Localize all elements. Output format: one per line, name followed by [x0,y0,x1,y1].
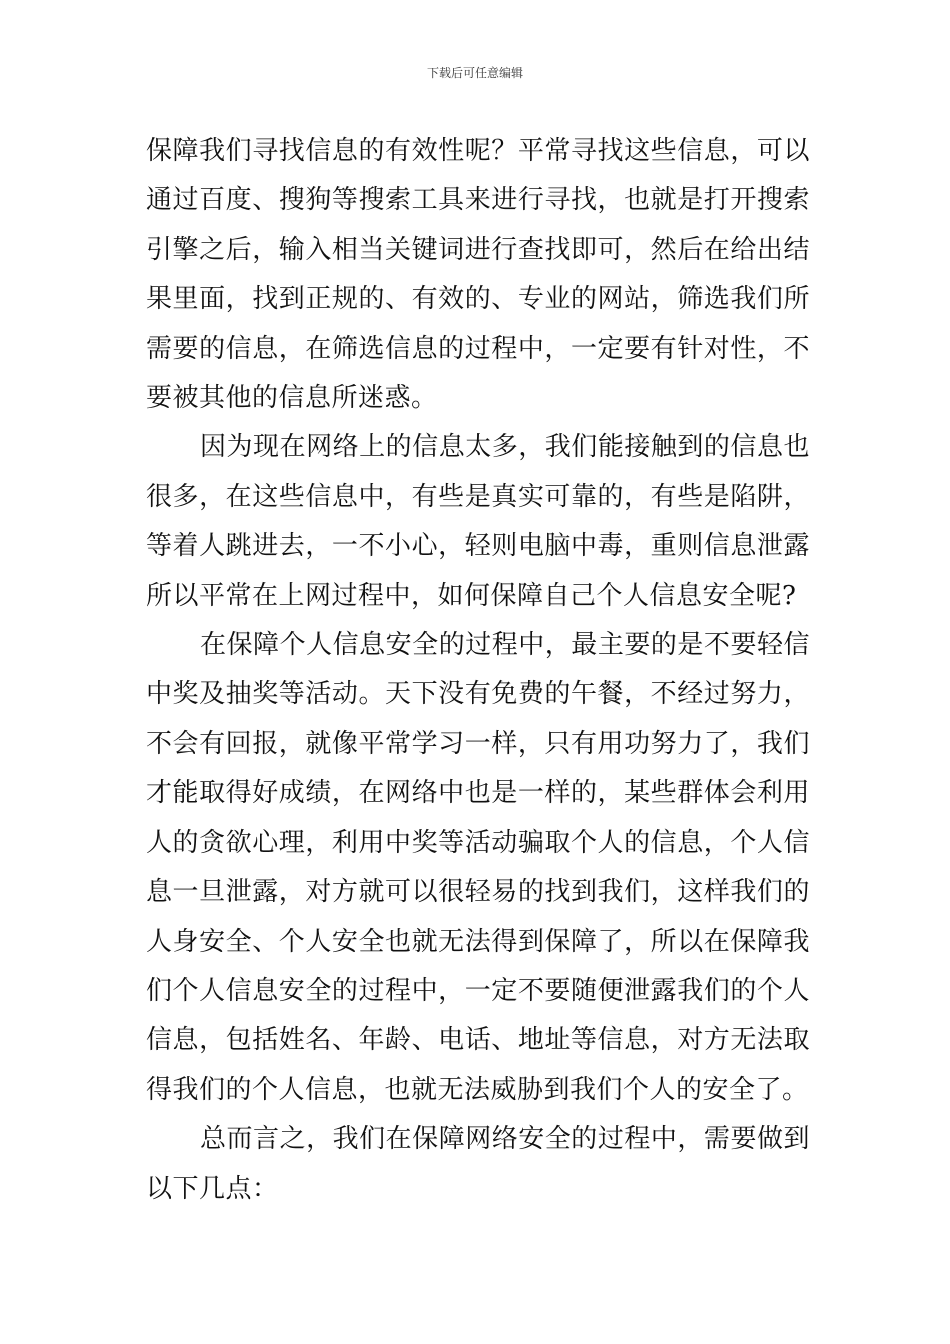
paragraph-3: 在保障个人信息安全的过程中，最主要的是不要轻信中奖及抽奖等活动。天下没有免费的午餐，不经过努力，不会有回报，就像平常学习一样，只有用功努力了，我们才能取得好成绩，在网络中也是一样的，某些群体会利用人的贪欲心理，利用中奖等活动骗取个人的信息，个人信息一旦泄露，对方就可以很轻易的找到我们，这样我们的人身安全、个人安全也就无法得到保障了，所以在保障我们个人信息安全的过程中，一定不要随便泄露我们的个人信息，包括姓名、年龄、电话、地址等信息，对方无法取得我们的个人信息，也就无法威胁到我们个人的安全了。 [146,630,810,1105]
paragraph-4: 总而言之，我们在保障网络安全的过程中，需要做到以下几点： [146,1124,810,1204]
paragraph-1: 保障我们寻找信息的有效性呢？平常寻找这些信息，可以通过百度、搜狗等搜索工具来进行寻找，也就是打开搜索引擎之后，输入相当关键词进行查找即可，然后在给出结果里面，找到正规的、有效的、专业的网站，筛选我们所需要的信息，在筛选信息的过程中，一定要有针对性，不要被其他的信息所迷惑。 [146,136,810,414]
paragraph-2: 因为现在网络上的信息太多，我们能接触到的信息也很多，在这些信息中，有些是真实可靠的，有些是陷阱，等着人跳进去，一不小心，轻则电脑中毒，重则信息泄露所以平常在上网过程中，如何保障自己个人信息安全呢? [146,432,810,611]
page-header: 下载后可任意编辑 [426,66,523,80]
document-body [146,127,810,1214]
